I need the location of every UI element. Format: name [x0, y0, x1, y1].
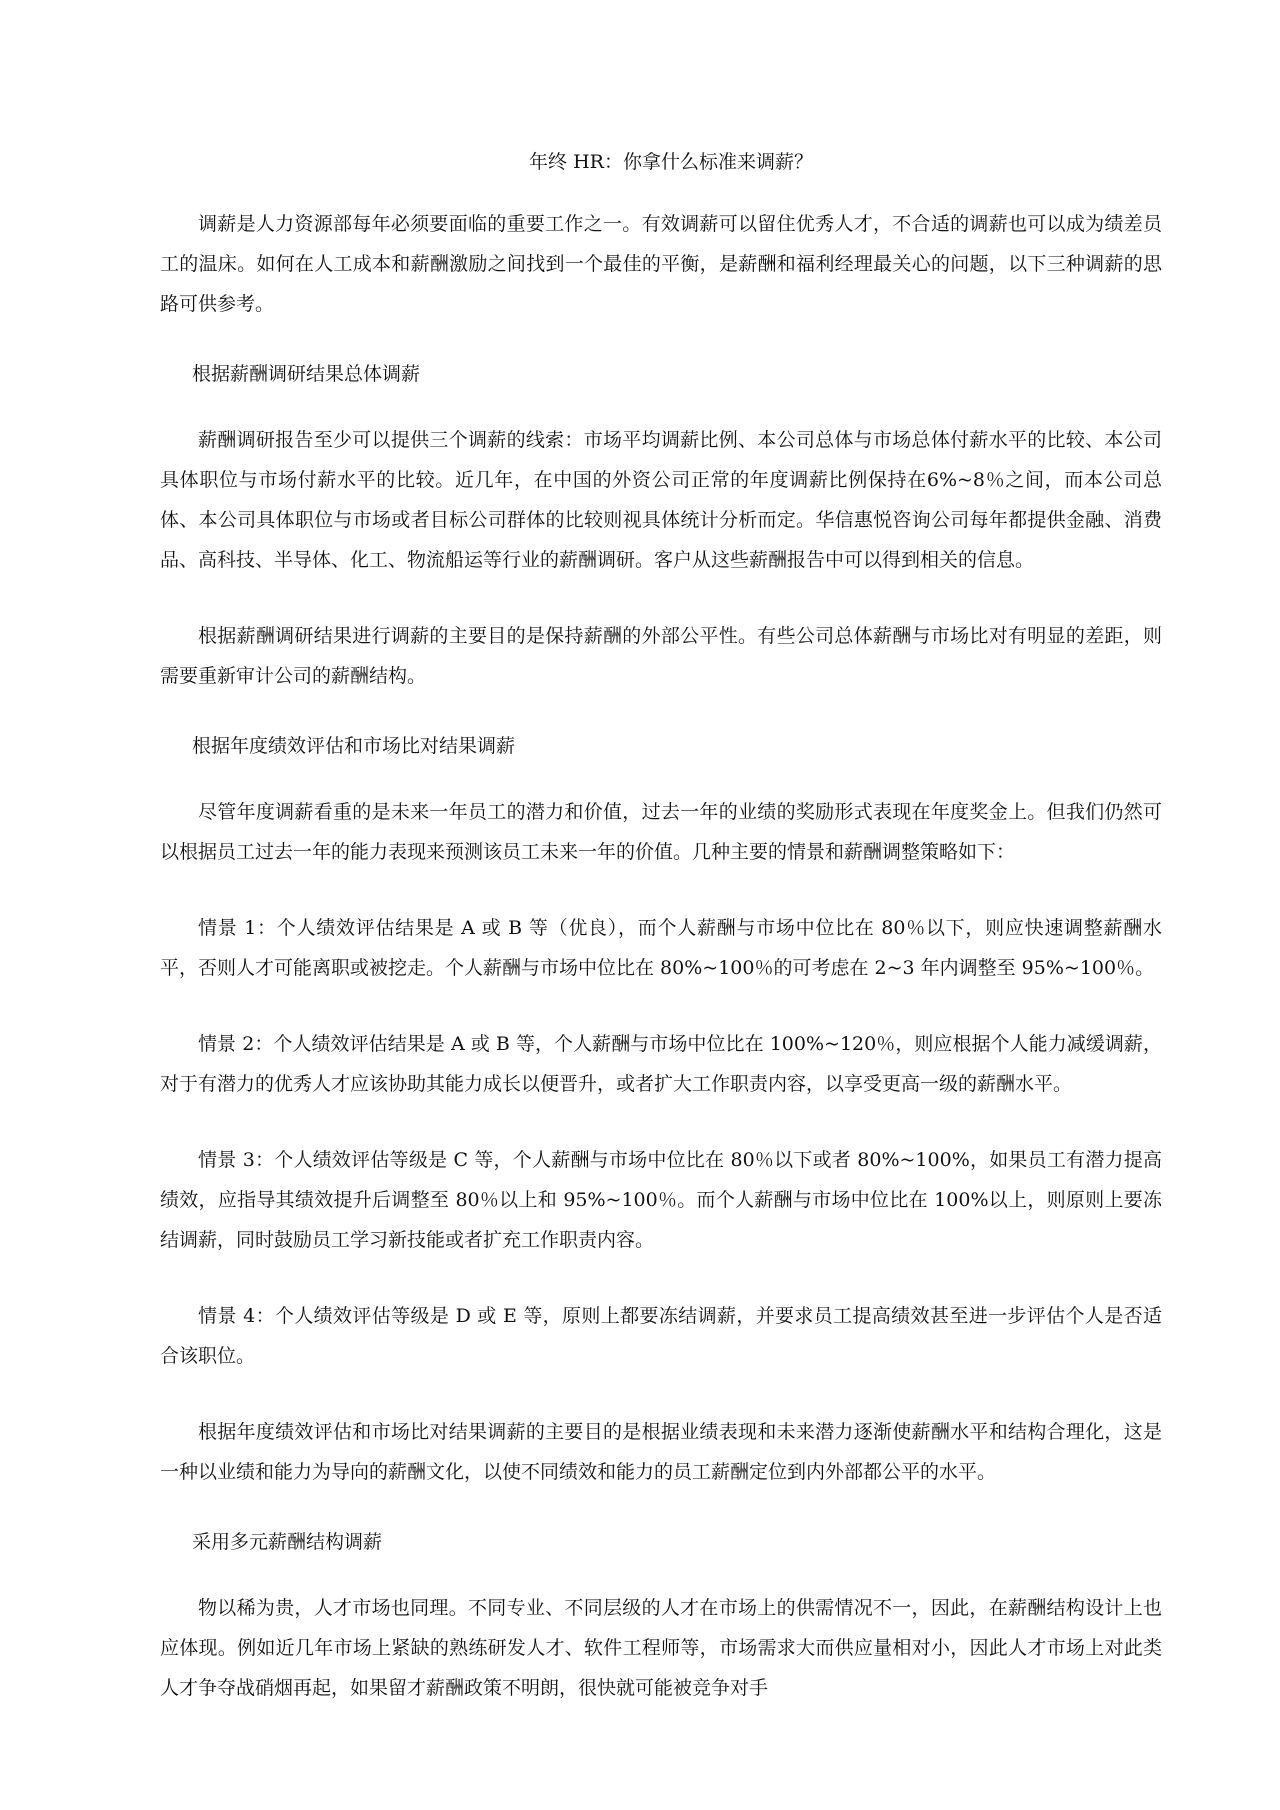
- performance-paragraph-1: 尽管年度调薪看重的是未来一年员工的潜力和价值，过去一年的业绩的奖励形式表现在年度奖金上。但我们仍然可以根据员工过去一年的能力表现来预测该员工未来一年的价值。几种主要的情景和薪酬调整策略如下：: [160, 801, 1162, 863]
- section-heading-performance: 根据年度绩效评估和市场比对结果调薪: [192, 735, 516, 757]
- scenario-3-paragraph: 情景 3：个人绩效评估等级是 C 等，个人薪酬与市场中位比在 80％以下或者 80%~100%，如果员工有潜力提高绩效，应指导其绩效提升后调整至 80％以上和 95%~100％。而个人薪酬与市场中位比在 100%以上，则原则上要冻结调薪，同时鼓励员工学习新技能或者扩充工作职责内容。: [160, 1149, 1162, 1251]
- intro-paragraph: 调薪是人力资源部每年必须要面临的重要工作之一。有效调薪可以留住优秀人才，不合适的调薪也可以成为绩差员工的温床。如何在人工成本和薪酬激励之间找到一个最佳的平衡，是薪酬和福利经理最关心的问题，以下三种调薪的思路可供参考。: [160, 213, 1162, 315]
- survey-paragraph-1: 薪酬调研报告至少可以提供三个调薪的线索：市场平均调薪比例、本公司总体与市场总体付薪水平的比较、本公司具体职位与市场付薪水平的比较。近几年，在中国的外资公司正常的年度调薪比例保持在6%~8％之间，而本公司总体、本公司具体职位与市场或者目标公司群体的比较则视具体统计分析而定。华信惠悦咨询公司每年都提供金融、消费品、高科技、半导体、化工、物流船运等行业的薪酬调研。客户从这些薪酬报告中可以得到相关的信息。: [160, 429, 1162, 571]
- section-heading-structure: 采用多元薪酬结构调薪: [192, 1531, 383, 1553]
- scenario-4-paragraph: 情景 4：个人绩效评估等级是 D 或 E 等，原则上都要冻结调薪，并要求员工提高绩效甚至进一步评估个人是否适合该职位。: [160, 1305, 1162, 1367]
- structure-paragraph-1: 物以稀为贵，人才市场也同理。不同专业、不同层级的人才在市场上的供需情况不一，因此，在薪酬结构设计上也应体现。例如近几年市场上紧缺的熟练研发人才、软件工程师等，市场需求大而供应量相对小，因此人才市场上对此类人才争夺战硝烟再起，如果留才薪酬政策不明朗，很快就可能被竞争对手: [160, 1597, 1162, 1699]
- performance-paragraph-2: 根据年度绩效评估和市场比对结果调薪的主要目的是根据业绩表现和未来潜力逐渐使薪酬水平和结构合理化，这是一种以业绩和能力为导向的薪酬文化，以使不同绩效和能力的员工薪酬定位到内外部都公平的水平。: [160, 1421, 1162, 1483]
- survey-paragraph-2: 根据薪酬调研结果进行调薪的主要目的是保持薪酬的外部公平性。有些公司总体薪酬与市场比对有明显的差距，则需要重新审计公司的薪酬结构。: [160, 625, 1162, 687]
- scenario-1-paragraph: 情景 1：个人绩效评估结果是 A 或 B 等（优良），而个人薪酬与市场中位比在 80％以下，则应快速调整薪酬水平，否则人才可能离职或被挖走。个人薪酬与市场中位比在 80%~100％的可考虑在 2~3 年内调整至 95%~100％。: [160, 917, 1162, 979]
- section-heading-survey: 根据薪酬调研结果总体调薪: [192, 363, 421, 385]
- scenario-2-paragraph: 情景 2：个人绩效评估结果是 A 或 B 等，个人薪酬与市场中位比在 100%~120％，则应根据个人能力减缓调薪，对于有潜力的优秀人才应该协助其能力成长以便晋升，或者扩大工作职责内容，以享受更高一级的薪酬水平。: [160, 1033, 1162, 1095]
- page-title: 年终 HR：你拿什么标准来调薪？: [529, 151, 813, 173]
